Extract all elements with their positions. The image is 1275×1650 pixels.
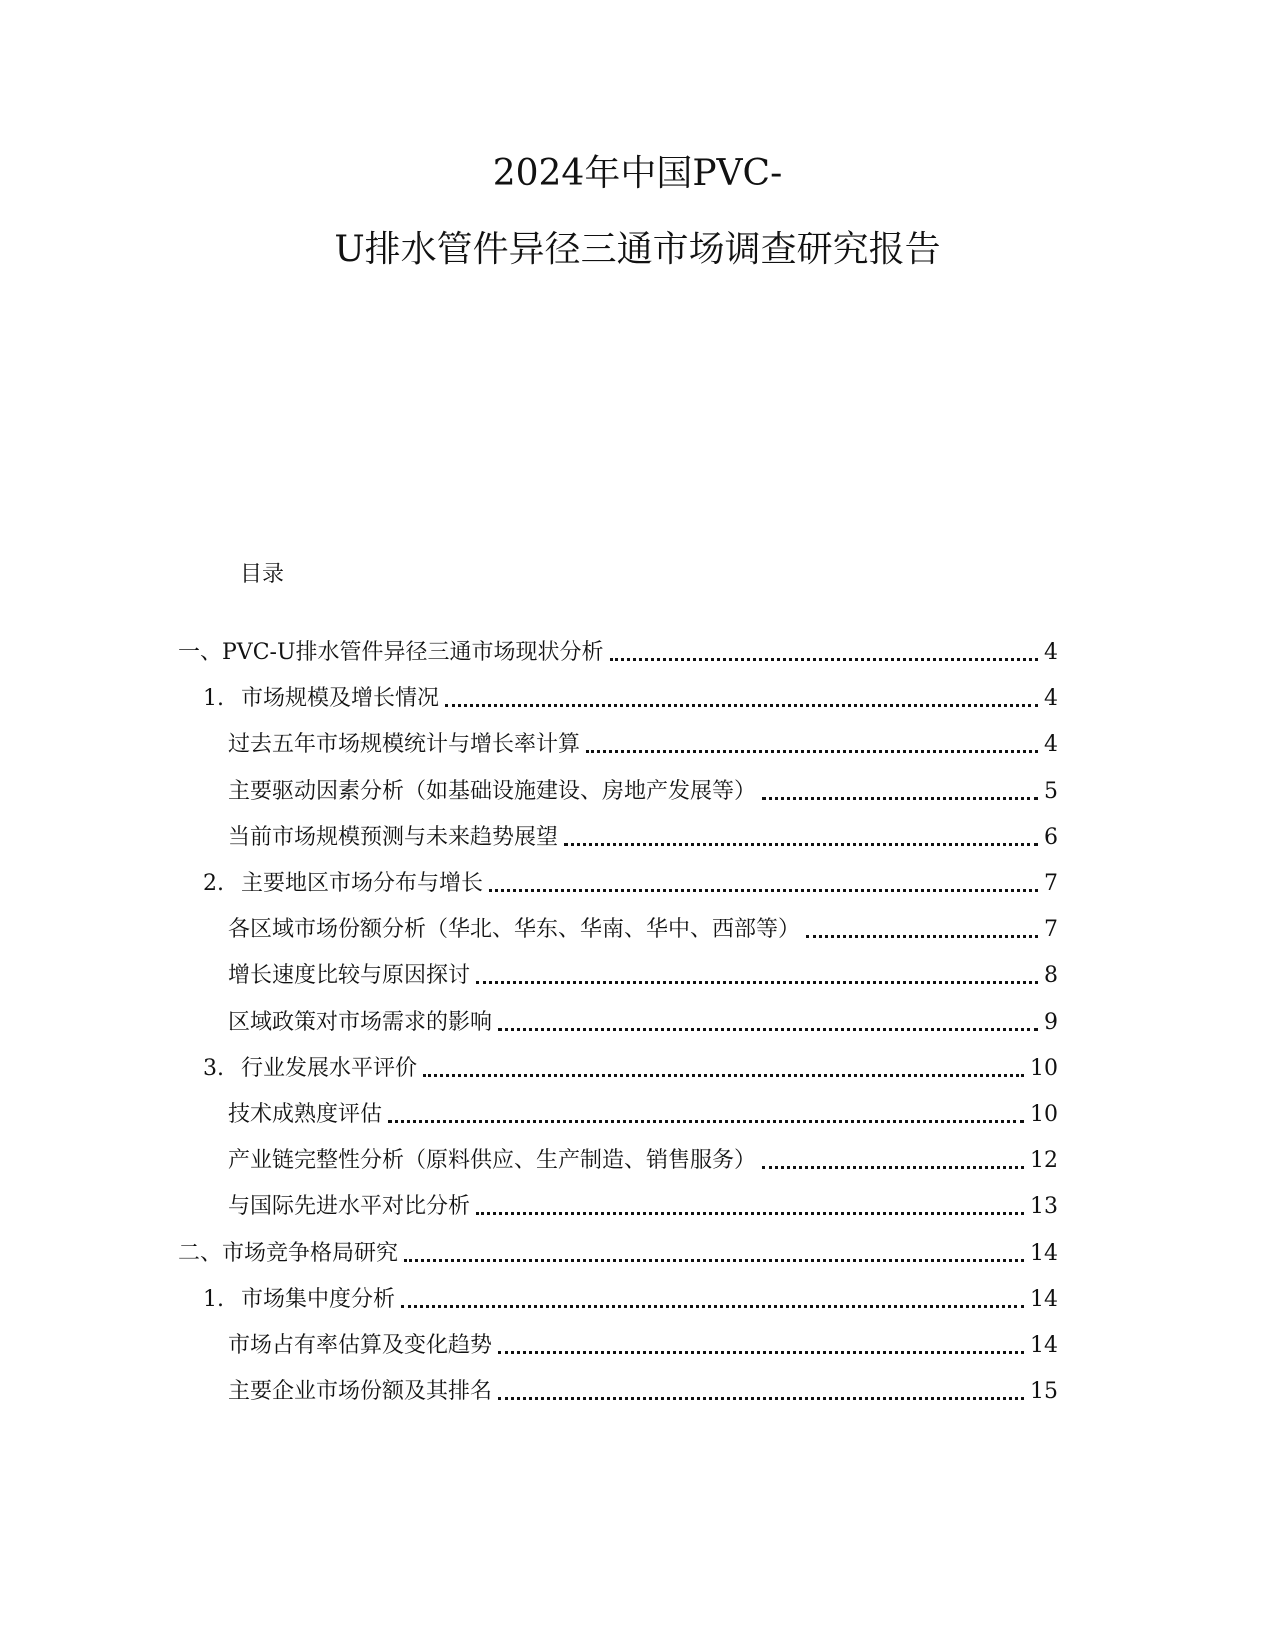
toc-dot-leader — [586, 750, 1038, 753]
toc-dot-leader — [564, 843, 1038, 846]
toc-entry-label: 增长速度比较与原因探讨 — [228, 963, 471, 988]
toc-entry[interactable] — [178, 1239, 1058, 1269]
toc-entry[interactable] — [203, 1285, 1058, 1315]
toc-entry-page-number: 7 — [1044, 871, 1058, 896]
toc-entry-number: 3. — [203, 1056, 224, 1081]
toc-dot-leader — [476, 981, 1038, 984]
toc-entry[interactable] — [228, 1146, 1058, 1176]
toc-dot-leader — [806, 935, 1038, 938]
toc-entry-page-number: 14 — [1030, 1333, 1058, 1358]
toc-entry-label: 市场占有率估算及变化趋势 — [228, 1333, 493, 1358]
toc-entry[interactable] — [228, 1331, 1058, 1361]
toc-dot-leader — [401, 1305, 1024, 1308]
toc-dot-leader — [762, 1166, 1024, 1169]
toc-entry-page-number: 9 — [1044, 1010, 1058, 1035]
toc-dot-leader — [610, 658, 1039, 661]
toc-dot-leader — [476, 1212, 1024, 1215]
toc-entry-label: 过去五年市场规模统计与增长率计算 — [228, 732, 581, 757]
document-title-line-2: U排水管件异径三通市场调查研究报告 — [334, 229, 941, 270]
toc-dot-leader — [489, 889, 1038, 892]
toc-entry-page-number: 15 — [1030, 1379, 1058, 1404]
toc-entry-page-number: 4 — [1044, 640, 1058, 665]
toc-dot-leader — [498, 1397, 1024, 1400]
toc-entry[interactable] — [228, 730, 1058, 760]
toc-entry-page-number: 14 — [1030, 1287, 1058, 1312]
toc-entry-label: 行业发展水平评价 — [241, 1056, 418, 1081]
toc-dot-leader — [445, 704, 1038, 707]
toc-heading: 目录 — [240, 562, 285, 587]
toc-entry[interactable] — [228, 1100, 1058, 1130]
toc-entry-label: 区域政策对市场需求的影响 — [228, 1010, 493, 1035]
toc-entry-label: 技术成熟度评估 — [228, 1102, 383, 1127]
toc-entry-page-number: 10 — [1030, 1056, 1058, 1081]
toc-dot-leader — [388, 1120, 1024, 1123]
toc-dot-leader — [498, 1351, 1024, 1354]
toc-dot-leader — [762, 797, 1038, 800]
toc-entry[interactable] — [228, 961, 1058, 991]
toc-entry[interactable] — [203, 869, 1058, 899]
toc-entry-label: 各区域市场份额分析（华北、华东、华南、华中、西部等） — [228, 917, 801, 942]
toc-dot-leader — [404, 1259, 1024, 1262]
toc-entry[interactable] — [228, 1377, 1058, 1407]
toc-entry-label: 二、市场竞争格局研究 — [178, 1241, 399, 1266]
toc-entry[interactable] — [228, 823, 1058, 853]
toc-entry-page-number: 7 — [1044, 917, 1058, 942]
toc-entry-page-number: 5 — [1044, 779, 1058, 804]
toc-entry-number: 2. — [203, 871, 224, 896]
toc-entry[interactable] — [178, 638, 1058, 668]
toc-entry[interactable] — [203, 684, 1058, 714]
toc-entry-page-number: 14 — [1030, 1241, 1058, 1266]
toc-entry-label: 主要驱动因素分析（如基础设施建设、房地产发展等） — [228, 779, 757, 804]
toc-dot-leader — [498, 1028, 1038, 1031]
toc-entry-label: 主要企业市场份额及其排名 — [228, 1379, 493, 1404]
toc-entry-page-number: 8 — [1044, 963, 1058, 988]
toc-entry[interactable] — [203, 1054, 1058, 1084]
toc-entry-page-number: 6 — [1044, 825, 1058, 850]
document-title-line-1: 2024年中国PVC- — [492, 153, 783, 194]
toc-entry[interactable] — [228, 777, 1058, 807]
toc-entry-label: 市场规模及增长情况 — [241, 686, 440, 711]
toc-entry-number: 1. — [203, 1287, 224, 1312]
toc-entry[interactable] — [228, 1008, 1058, 1038]
toc-entry-page-number: 13 — [1030, 1194, 1058, 1219]
toc-entry-page-number: 4 — [1044, 732, 1058, 757]
toc-entry[interactable] — [228, 915, 1058, 945]
toc-entry-label: 与国际先进水平对比分析 — [228, 1194, 471, 1219]
toc-dot-leader — [423, 1074, 1024, 1077]
toc-entry-label: 主要地区市场分布与增长 — [241, 871, 484, 896]
toc-entry[interactable] — [228, 1192, 1058, 1222]
toc-entry-label: 一、PVC-U排水管件异径三通市场现状分析 — [178, 640, 604, 665]
toc-entry-page-number: 10 — [1030, 1102, 1058, 1127]
toc-entry-label: 市场集中度分析 — [241, 1287, 396, 1312]
toc-entry-page-number: 12 — [1030, 1148, 1058, 1173]
toc-entry-label: 产业链完整性分析（原料供应、生产制造、销售服务） — [228, 1148, 757, 1173]
toc-entry-number: 1. — [203, 686, 224, 711]
toc-entry-page-number: 4 — [1044, 686, 1058, 711]
toc-entry-label: 当前市场规模预测与未来趋势展望 — [228, 825, 559, 850]
